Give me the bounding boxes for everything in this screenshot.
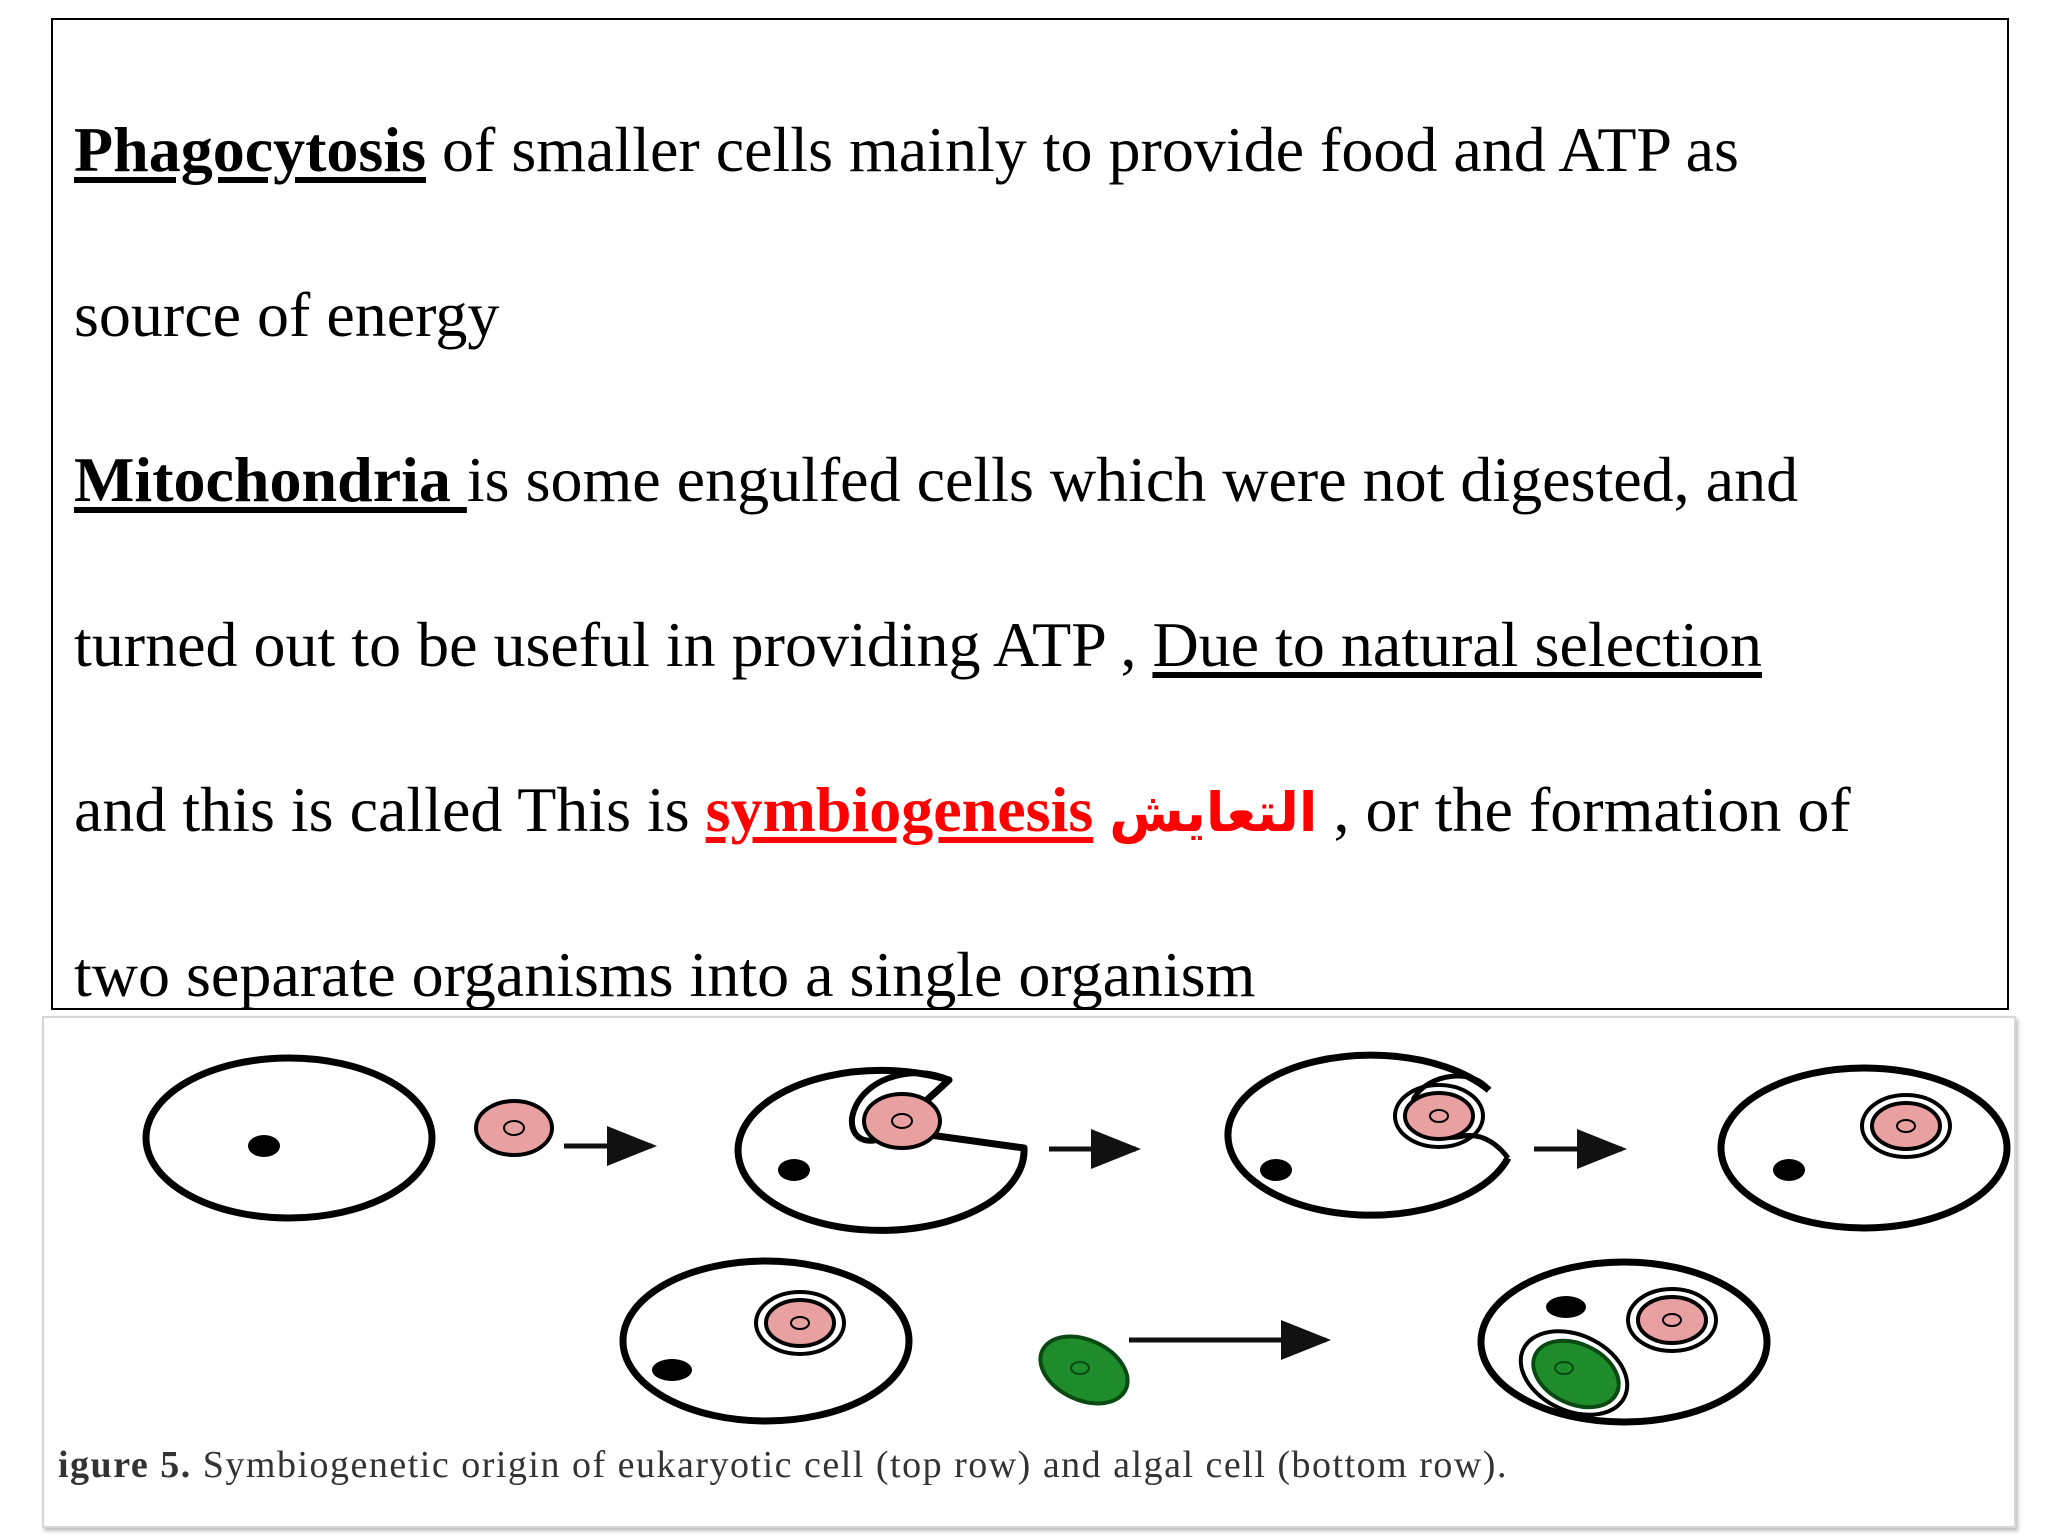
figure-caption-text: Symbiogenetic origin of eukaryotic cell (top row) and algal cell (bottom row). <box>191 1444 1508 1486</box>
atp-line <box>74 605 1762 685</box>
atp-text: turned out to be useful in providing ATP , <box>74 609 1153 680</box>
mitochondria-term: Mitochondria <box>74 444 467 515</box>
host-cell-stage-2 <box>738 1070 1024 1230</box>
eukaryotic-cell <box>1721 1068 2007 1228</box>
phagocytosis-line <box>74 110 1739 190</box>
organisms-line: two separate organisms into a single organism <box>74 939 1256 1010</box>
natural-selection-text: Due to natural selection <box>1152 609 1762 680</box>
symbiogenesis-line <box>74 770 1851 853</box>
host-cell-stage-1 <box>146 1058 432 1218</box>
formation-text: , or the formation of <box>1317 774 1851 845</box>
host-cell-stage-3 <box>1228 1055 1508 1215</box>
figure-caption-label: igure 5. <box>58 1444 192 1486</box>
energy-line: source of energy <box>74 279 500 350</box>
mitochondria-text: is some engulfed cells which were not digested, and <box>466 444 1799 515</box>
eukaryotic-cell-bottom <box>623 1261 909 1421</box>
phagocytosis-text: of smaller cells mainly to provide food and ATP as <box>426 114 1739 185</box>
mitochondria-line <box>74 440 1798 520</box>
algal-cell <box>1481 1262 1767 1431</box>
text-box <box>51 18 2009 1010</box>
symbiogenesis-term: symbiogenesis <box>705 774 1094 845</box>
arabic-term: التعايش <box>1109 781 1318 844</box>
free-algal-cell <box>1030 1323 1139 1416</box>
phagocytosis-term: Phagocytosis <box>74 114 426 185</box>
free-mitochondrion <box>476 1101 552 1155</box>
figure-caption <box>58 1443 1508 1487</box>
figure-panel <box>42 1016 2016 1528</box>
called-text: and this is called This is <box>74 774 706 845</box>
